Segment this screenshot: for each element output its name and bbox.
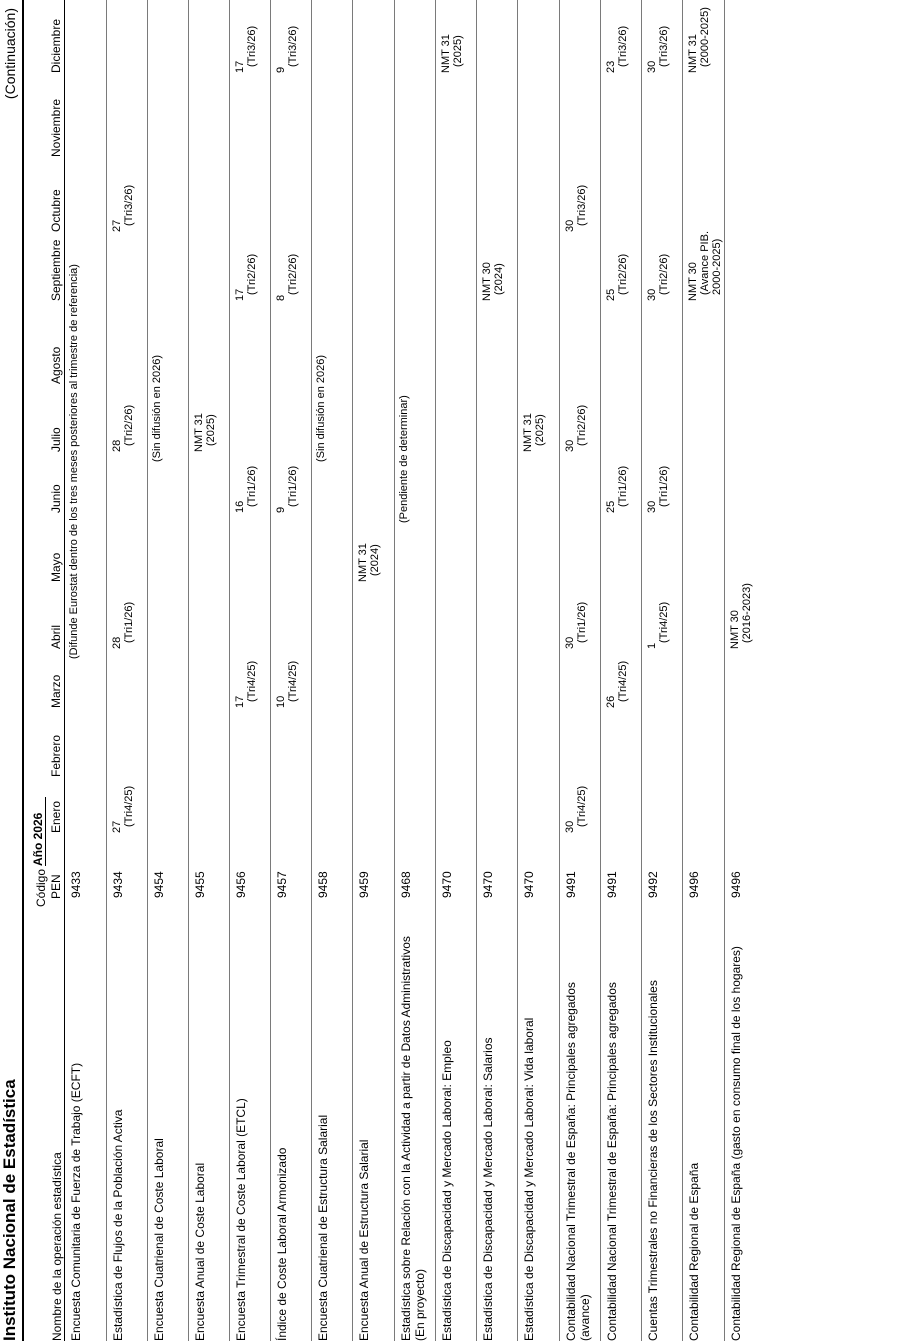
row-divider bbox=[435, 0, 436, 1341]
row-divider bbox=[682, 0, 683, 1341]
release-cell bbox=[481, 262, 505, 301]
month-header-1: Enero bbox=[49, 800, 63, 833]
operation-name: Encuesta Cuatrienal de Estructura Salarial bbox=[316, 1114, 330, 1341]
release-reference: (Tri3/26) bbox=[287, 25, 299, 67]
release-day: 28 bbox=[111, 636, 123, 649]
release-reference: (2025) bbox=[534, 414, 546, 446]
month-header-5: Mayo bbox=[49, 552, 63, 582]
release-day: 17 bbox=[234, 60, 246, 73]
release-cell bbox=[357, 543, 381, 582]
release-cell bbox=[564, 786, 588, 833]
operation-name: Contabilidad Nacional Trimestral de España: Principales agregados bbox=[605, 982, 619, 1341]
release-cell bbox=[605, 466, 629, 513]
operation-name: Estadística de Discapacidad y Mercado Laboral: Empleo bbox=[440, 1040, 454, 1341]
operation-name: Encuesta Cuatrienal de Coste Laboral bbox=[152, 1138, 166, 1341]
release-day: 25 bbox=[605, 288, 617, 301]
pen-code: 9491 bbox=[605, 871, 619, 898]
month-header-3: Marzo bbox=[49, 674, 63, 708]
release-cell bbox=[275, 254, 299, 301]
pen-code: 9491 bbox=[564, 871, 578, 898]
pen-code: 9496 bbox=[687, 871, 701, 898]
release-reference: (2024) bbox=[369, 544, 381, 576]
row-divider bbox=[229, 0, 230, 1341]
row-divider bbox=[559, 0, 560, 1341]
release-cell bbox=[111, 786, 135, 833]
pen-code: 9459 bbox=[357, 871, 371, 898]
release-day: 30 bbox=[564, 636, 576, 649]
operation-name: Estadística de Discapacidad y Mercado Laboral: Vida laboral bbox=[522, 1017, 536, 1341]
release-day: 28 bbox=[111, 439, 123, 452]
release-cell bbox=[275, 466, 299, 513]
release-reference: (Tri3/26) bbox=[246, 25, 258, 67]
row-divider bbox=[724, 0, 725, 1341]
operation-name: Contabilidad Regional de España bbox=[687, 1162, 701, 1341]
release-day: NMT 31 bbox=[522, 413, 534, 452]
pen-code: 9496 bbox=[729, 871, 743, 898]
release-cell bbox=[111, 185, 135, 232]
release-reference: (Tri2/26) bbox=[246, 253, 258, 295]
release-reference: (Tri3/26) bbox=[658, 25, 670, 67]
release-cell bbox=[687, 231, 723, 301]
row-divider bbox=[311, 0, 312, 1341]
release-day: 27 bbox=[111, 820, 123, 833]
release-cell bbox=[646, 466, 670, 513]
release-day: NMT 31 bbox=[193, 413, 205, 452]
row-divider bbox=[641, 0, 642, 1341]
release-reference: (Tri4/25) bbox=[617, 660, 629, 702]
pen-code: 9456 bbox=[234, 871, 248, 898]
month-header-9: Septiembre bbox=[49, 239, 63, 301]
release-day: 1 bbox=[646, 642, 658, 649]
row-divider bbox=[476, 0, 477, 1341]
operation-name: Encuesta Anual de Estructura Salarial bbox=[357, 1139, 371, 1341]
release-reference: (Tri2/26) bbox=[658, 253, 670, 295]
release-cell bbox=[111, 602, 135, 649]
release-day: NMT 30 bbox=[481, 262, 493, 301]
release-reference: (Tri1/26) bbox=[287, 465, 299, 507]
year-underline bbox=[45, 797, 46, 866]
release-reference: (Tri1/26) bbox=[246, 465, 258, 507]
release-cell bbox=[275, 26, 299, 73]
release-reference: (Tri1/26) bbox=[658, 465, 670, 507]
month-header-2: Febrero bbox=[49, 734, 63, 777]
release-cell bbox=[646, 602, 670, 649]
release-day: 16 bbox=[234, 500, 246, 513]
month-header-12: Diciembre bbox=[49, 18, 63, 73]
operation-name: Estadística de Discapacidad y Mercado Laboral: Salarios bbox=[481, 1037, 495, 1341]
row-divider bbox=[352, 0, 353, 1341]
release-cell bbox=[275, 661, 299, 708]
release-day: 25 bbox=[605, 500, 617, 513]
release-day: 30 bbox=[646, 288, 658, 301]
release-day: 27 bbox=[111, 219, 123, 232]
release-reference: (Tri4/25) bbox=[576, 785, 588, 827]
release-cell bbox=[605, 661, 629, 708]
release-day: 26 bbox=[605, 695, 617, 708]
span-note: (Sin difusión en 2026) bbox=[151, 354, 163, 462]
release-day: 8 bbox=[275, 294, 287, 301]
release-cell bbox=[687, 7, 711, 73]
release-cell bbox=[440, 34, 464, 73]
span-note: (Sin difusión en 2026) bbox=[315, 354, 327, 462]
pen-code: 9434 bbox=[111, 871, 125, 898]
release-reference: (Tri2/26) bbox=[617, 253, 629, 295]
release-cell bbox=[605, 254, 629, 301]
row-divider bbox=[147, 0, 148, 1341]
span-note: (Pendiente de determinar) bbox=[398, 395, 410, 523]
pen-code: 9468 bbox=[399, 871, 413, 898]
operation-name: Cuentas Trimestrales no Financieras de los Sectores Institucionales bbox=[646, 980, 660, 1341]
operation-name: Contabilidad Nacional Trimestral de España: Principales agregados (avance) bbox=[564, 982, 592, 1341]
month-header-11: Noviembre bbox=[49, 98, 63, 157]
span-note: (Difunde Eurostat dentro de los tres meses posteriores al trimestre de referencia) bbox=[68, 264, 80, 659]
operation-name: Encuesta Anual de Coste Laboral bbox=[193, 1162, 207, 1341]
year-header: Año 2026 bbox=[31, 812, 45, 866]
release-reference: (Tri4/25) bbox=[123, 785, 135, 827]
pen-code: 9454 bbox=[152, 871, 166, 898]
release-cell bbox=[564, 405, 588, 452]
release-reference: 2000-2025) bbox=[711, 238, 723, 295]
release-day: 9 bbox=[275, 66, 287, 73]
release-reference: (Tri1/26) bbox=[617, 465, 629, 507]
release-day: 30 bbox=[564, 219, 576, 232]
operation-name: Encuesta Comunitaria de Fuerza de Trabajo (ECFT) bbox=[69, 1062, 83, 1341]
release-reference: (Tri1/26) bbox=[576, 601, 588, 643]
release-reference: (2000-2025) bbox=[699, 7, 711, 67]
column-header-code-line2: PEN bbox=[49, 874, 63, 899]
release-reference: (Tri3/26) bbox=[123, 184, 135, 226]
release-cell bbox=[564, 602, 588, 649]
pen-code: 9492 bbox=[646, 871, 660, 898]
release-day: 30 bbox=[564, 820, 576, 833]
month-header-8: Agosto bbox=[49, 346, 63, 384]
pen-code: 9433 bbox=[69, 871, 83, 898]
pen-code: 9458 bbox=[316, 871, 330, 898]
operation-name: Estadística de Flujos de la Población Activa bbox=[111, 1109, 125, 1341]
release-day: NMT 30 bbox=[729, 610, 741, 649]
pen-code: 9470 bbox=[522, 871, 536, 898]
release-reference: (Tri4/25) bbox=[287, 660, 299, 702]
pen-code: 9457 bbox=[275, 871, 289, 898]
release-day: NMT 30 bbox=[687, 262, 699, 301]
operation-name: Encuesta Trimestral de Coste Laboral (ETCL) bbox=[234, 1098, 248, 1341]
release-reference: (Tri4/25) bbox=[246, 660, 258, 702]
column-header-name: Nombre de la operación estadística bbox=[50, 1152, 64, 1341]
release-reference: (Tri1/26) bbox=[123, 601, 135, 643]
release-reference: (2016-2023) bbox=[741, 583, 753, 643]
release-cell bbox=[646, 26, 670, 73]
release-reference: (Tri2/26) bbox=[123, 404, 135, 446]
row-divider bbox=[188, 0, 189, 1341]
release-day: 30 bbox=[646, 60, 658, 73]
row-divider bbox=[270, 0, 271, 1341]
release-day: 17 bbox=[234, 288, 246, 301]
row-divider bbox=[106, 0, 107, 1341]
release-cell bbox=[564, 185, 588, 232]
month-header-10: Octubre bbox=[49, 189, 63, 232]
month-header-4: Abril bbox=[49, 624, 63, 649]
release-day: 10 bbox=[275, 695, 287, 708]
release-cell bbox=[522, 413, 546, 452]
release-cell bbox=[234, 254, 258, 301]
release-day: 30 bbox=[564, 439, 576, 452]
release-day: 23 bbox=[605, 60, 617, 73]
row-divider bbox=[517, 0, 518, 1341]
release-cell bbox=[234, 661, 258, 708]
release-day: NMT 31 bbox=[357, 543, 369, 582]
release-day: NMT 31 bbox=[440, 34, 452, 73]
release-cell bbox=[111, 405, 135, 452]
pen-code: 9470 bbox=[440, 871, 454, 898]
release-cell bbox=[234, 26, 258, 73]
header-rule bbox=[64, 0, 65, 1341]
pen-code: 9455 bbox=[193, 871, 207, 898]
operation-name: Índice de Coste Laboral Armonizado bbox=[275, 1147, 289, 1341]
release-reference: (2025) bbox=[205, 414, 217, 446]
release-reference: (Tri3/26) bbox=[617, 25, 629, 67]
release-reference: (Avance PIB. bbox=[699, 231, 711, 295]
release-reference: (Tri4/25) bbox=[658, 601, 670, 643]
continuation-label: (Continuación) bbox=[2, 8, 18, 100]
operation-name: Estadística sobre Relación con la Actividad a partir de Datos Administrativos (En proyecto) bbox=[399, 936, 427, 1341]
month-header-6: Junio bbox=[49, 484, 63, 513]
release-reference: (2025) bbox=[452, 35, 464, 67]
release-day: 30 bbox=[646, 500, 658, 513]
release-reference: (Tri3/26) bbox=[576, 184, 588, 226]
release-cell bbox=[605, 26, 629, 73]
release-day: 17 bbox=[234, 695, 246, 708]
operation-name: Contabilidad Regional de España (gasto en consumo final de los hogares) bbox=[729, 946, 743, 1341]
release-day: NMT 31 bbox=[687, 34, 699, 73]
release-day: 9 bbox=[275, 506, 287, 513]
release-cell bbox=[234, 466, 258, 513]
release-cell bbox=[646, 254, 670, 301]
row-divider bbox=[600, 0, 601, 1341]
release-reference: (Tri2/26) bbox=[576, 404, 588, 446]
top-rule bbox=[22, 0, 24, 1341]
pen-code: 9470 bbox=[481, 871, 495, 898]
release-reference: (Tri2/26) bbox=[287, 253, 299, 295]
release-reference: (2024) bbox=[493, 263, 505, 295]
release-cell bbox=[193, 413, 217, 452]
month-header-7: Julio bbox=[49, 427, 63, 452]
release-cell bbox=[729, 583, 753, 649]
column-header-code-line1: Código bbox=[34, 868, 48, 907]
row-divider bbox=[394, 0, 395, 1341]
institute-title: Instituto Nacional de Estadística bbox=[0, 1079, 19, 1341]
